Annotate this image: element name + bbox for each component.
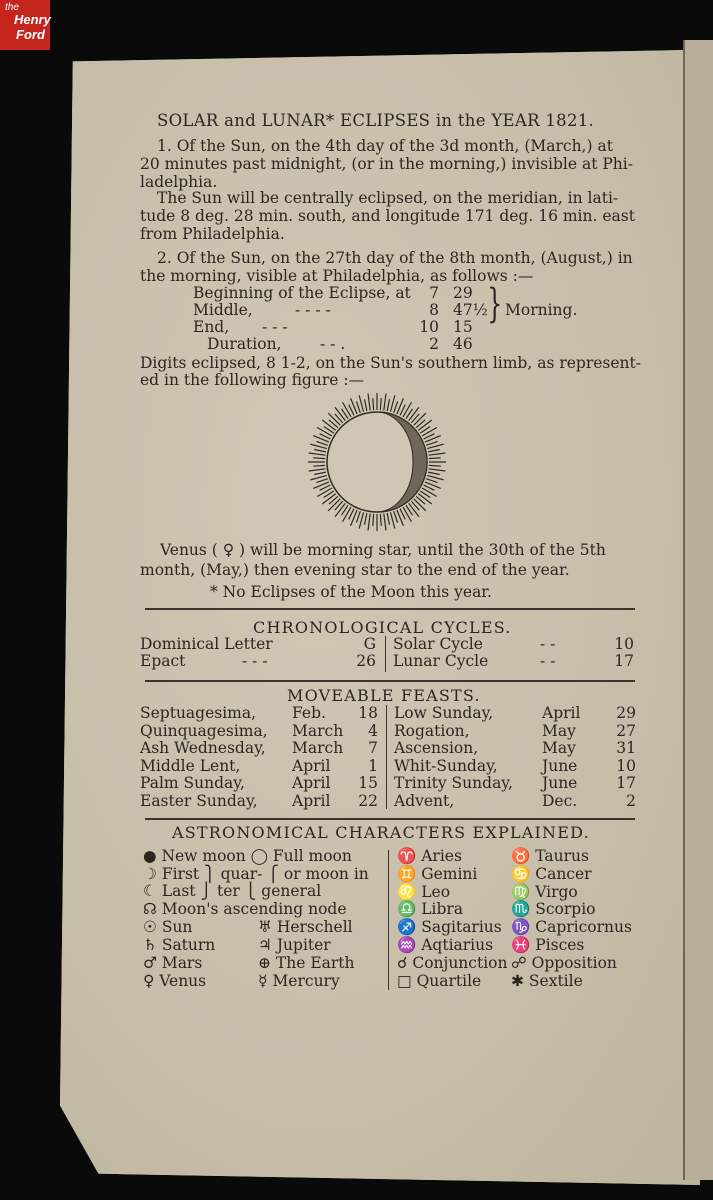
time-label: Middle, [193, 301, 253, 319]
sun-ray [409, 407, 419, 420]
feast-name: Whit-Sunday, [394, 756, 498, 775]
feast-name: Middle Lent, [140, 756, 241, 775]
time-minute: 46 [453, 335, 473, 353]
section-heading: CHRONOLOGICAL CYCLES. [253, 618, 512, 637]
sun-ray [359, 512, 363, 528]
astro-symbol-line: ☽ First ⎫ quar- ⎧ or moon in [143, 865, 369, 883]
cycle-label: Lunar Cycle [393, 652, 489, 670]
zodiac-symbol: ♍ Virgo [511, 882, 578, 901]
logo-text: the [5, 2, 19, 13]
zodiac-symbol: ☌ Conjunction [397, 953, 508, 972]
feast-month: March [292, 739, 344, 757]
sun-ray [356, 401, 360, 412]
feast-name: Ascension, [394, 739, 479, 757]
sun-ray [394, 511, 398, 522]
feast-day: 15 [358, 774, 378, 792]
feast-name: Advent, [394, 791, 455, 810]
eclipse-figure [307, 392, 447, 532]
sun-ray [426, 479, 437, 483]
planet-symbol: ♄ Saturn [143, 936, 216, 954]
feast-day: 7 [368, 739, 378, 757]
cycle-label: Solar Cycle [393, 635, 483, 653]
time-label: Beginning of the Eclipse, at [193, 284, 411, 302]
column-divider [388, 850, 389, 990]
leader-dashes: - - - [262, 318, 288, 336]
sun-ray [418, 420, 431, 430]
time-hour: 7 [429, 284, 439, 302]
planet-symbol: ♅ Herschell [258, 918, 353, 936]
feast-month: April [292, 756, 331, 775]
sun-ray [343, 507, 352, 522]
sun-ray [328, 413, 340, 425]
feast-day: 10 [616, 756, 636, 775]
sun-ray [343, 402, 352, 417]
zodiac-symbol: ☍ Opposition [511, 953, 617, 972]
logo-text: Ford [16, 27, 45, 42]
section-heading: MOVEABLE FEASTS. [287, 686, 481, 705]
zodiac-symbol: ♎ Libra [397, 900, 464, 919]
time-label: End, [193, 318, 230, 336]
sun-ray [356, 511, 360, 522]
sun-ray [390, 395, 394, 411]
eclipse1-line: from Philadelphia. [140, 225, 285, 243]
time-minute: 47½ [453, 301, 488, 319]
feast-day: 22 [358, 791, 378, 810]
feast-month: June [542, 756, 578, 775]
divider [145, 608, 635, 610]
sun-ray [322, 420, 335, 430]
zodiac-symbol: ♉ Taurus [511, 847, 589, 865]
planet-symbol: ♀ Venus [143, 972, 207, 990]
feast-month: April [292, 791, 331, 810]
cycle-value: 17 [614, 652, 634, 670]
zodiac-symbol: ♒ Aqtiarius [397, 936, 494, 954]
sun-ray [429, 465, 441, 466]
digits-line: Digits eclipsed, 8 1-2, on the Sun's southern limb, as represent- [140, 354, 641, 372]
zodiac-symbol: ♌ Leo [397, 882, 451, 901]
sun-ray [313, 465, 325, 466]
sun-ray [310, 444, 326, 448]
sun-ray [403, 507, 412, 522]
feast-day: 1 [368, 756, 378, 775]
eclipse1-line: ladelphia. [140, 173, 218, 191]
sun-ray [427, 444, 443, 448]
feast-name: Palm Sunday, [140, 774, 245, 792]
feast-name: Quinquagesima, [140, 721, 268, 740]
sun-ray [314, 450, 326, 452]
sun-ray [316, 479, 327, 483]
eclipse1-line: tude 8 deg. 28 min. south, and longitude 171 deg. 16 min. east [140, 207, 635, 225]
zodiac-symbol: ♈ Aries [397, 847, 462, 865]
digits-line: ed in the following figure :— [140, 371, 365, 389]
zodiac-symbol: ♓ Pisces [511, 936, 585, 954]
sun-ray [387, 513, 389, 525]
feast-month: June [542, 774, 578, 792]
feast-month: Dec. [542, 791, 578, 810]
cycle-label: Dominical Letter [140, 635, 273, 653]
time-minute: 15 [453, 318, 473, 336]
feast-month: April [292, 774, 331, 792]
cycle-label: Epact [140, 652, 186, 670]
planet-symbol: ⊕ The Earth [258, 954, 355, 972]
sun-ray [310, 475, 326, 479]
sun-ray [429, 453, 446, 455]
planet-symbol: ☿ Mercury [258, 972, 340, 990]
sun-ray [335, 503, 345, 516]
feast-month: March [292, 721, 344, 740]
column-divider [386, 705, 387, 809]
sun-ray [429, 469, 446, 471]
sun-ray [373, 514, 374, 526]
morning-label: Morning. [505, 301, 578, 319]
sun-ray [403, 402, 412, 417]
leader-dashes: - - - - [295, 301, 331, 319]
sun-ray [409, 503, 419, 516]
column-divider [385, 636, 386, 672]
eclipse2-line: 2. Of the Sun, on the 27th day of the 8th month, (August,) in [157, 249, 633, 267]
sun-ray [317, 428, 332, 437]
sun-ray [380, 398, 381, 410]
divider [145, 680, 635, 682]
sun-ray [427, 475, 443, 479]
sun-ray [380, 514, 381, 526]
sun-ray [373, 398, 374, 410]
eclipse2-line: the morning, visible at Philadelphia, as follows :— [140, 267, 534, 285]
sun-ray [414, 499, 426, 511]
feast-day: 2 [626, 791, 636, 810]
sun-ray [359, 395, 363, 411]
zodiac-symbol: □ Quartile [397, 971, 482, 990]
sun-ray [368, 514, 370, 531]
planet-symbol: ☉ Sun [143, 918, 193, 936]
logo-text: Henry [14, 12, 51, 27]
cycle-value: 26 [356, 652, 376, 670]
section-heading: ASTRONOMICAL CHARACTERS EXPLAINED. [172, 823, 590, 842]
sun-ray [422, 488, 437, 497]
feast-day: 18 [358, 704, 378, 722]
feast-name: Low Sunday, [394, 704, 494, 722]
zodiac-symbol: ♏ Scorpio [511, 900, 596, 919]
sun-ray [365, 513, 367, 525]
sun-ray [414, 413, 426, 425]
sun-ray [390, 512, 394, 528]
feast-month: Feb. [292, 704, 326, 722]
sun-ray [387, 399, 389, 411]
cycle-value: 10 [614, 635, 634, 653]
sun-ray [426, 441, 437, 445]
divider [145, 818, 635, 820]
eclipse1-line: 20 minutes past midnight, (or in the morning,) invisible at Phi- [140, 155, 633, 173]
astro-symbol-line: ☾ Last ⎭ ter ⎩ general [143, 882, 322, 900]
feast-day: 31 [616, 739, 636, 757]
sun-ray [317, 488, 332, 497]
leader-dashes: - - [540, 652, 556, 670]
sun-ray [394, 401, 398, 412]
sun-ray [428, 450, 440, 452]
sun-ray [313, 458, 325, 459]
astro-symbol-line: ☊ Moon's ascending node [143, 900, 347, 918]
zodiac-symbol: ♋ Cancer [511, 864, 592, 883]
sun-ray [309, 469, 326, 471]
sun-ray [368, 394, 370, 411]
eclipse1-line: The Sun will be centrally eclipsed, on the meridian, in lati- [157, 189, 619, 207]
time-label: Duration, [207, 335, 282, 353]
feast-month: May [542, 739, 576, 757]
leader-dashes: - - - [242, 652, 268, 670]
zodiac-symbol: ♑ Capricornus [511, 918, 632, 937]
no-eclipse-note: * No Eclipses of the Moon this year. [210, 583, 492, 601]
leader-dashes: - - [540, 635, 556, 653]
sun-ray [429, 458, 441, 459]
cycle-value: G [363, 635, 376, 653]
sun-ray [314, 472, 326, 474]
page-title: SOLAR and LUNAR* ECLIPSES in the YEAR 1821. [157, 111, 595, 130]
feast-day: 17 [616, 774, 636, 792]
sun-ray [418, 494, 431, 504]
sun-ray [365, 399, 367, 411]
feast-day: 29 [616, 704, 636, 722]
time-minute: 29 [453, 284, 473, 302]
feast-month: April [542, 704, 581, 722]
planet-symbol: ♃ Jupiter [258, 936, 331, 954]
brace: } [487, 281, 503, 327]
zodiac-symbol: ♊ Gemini [397, 864, 478, 883]
venus-line: month, (May,) then evening star to the end of the year. [140, 561, 570, 579]
sun-ray [428, 472, 440, 474]
sun-ray [384, 514, 386, 531]
venus-line: Venus ( ♀ ) will be morning star, until the 30th of the 5th [160, 541, 606, 559]
time-hour: 10 [419, 318, 439, 336]
feast-name: Ash Wednesday, [140, 739, 266, 757]
leader-dashes: - - . [320, 335, 346, 353]
sun-ray [335, 407, 345, 420]
feast-day: 4 [368, 721, 378, 740]
eclipse1-line: 1. Of the Sun, on the 4th day of the 3d month, (March,) at [157, 137, 613, 155]
zodiac-symbol: ♐ Sagitarius [397, 918, 502, 937]
feast-day: 27 [616, 721, 636, 740]
sun-ray [422, 428, 437, 437]
time-hour: 2 [429, 335, 439, 353]
time-hour: 8 [429, 301, 439, 319]
feast-month: May [542, 721, 576, 740]
sun-ray [322, 494, 335, 504]
feast-name: Rogation, [394, 721, 470, 740]
sun-ray [328, 499, 340, 511]
feast-name: Easter Sunday, [140, 791, 258, 810]
zodiac-symbol: ✱ Sextile [511, 971, 583, 990]
feast-name: Trinity Sunday, [394, 774, 513, 792]
sun-ray [384, 394, 386, 411]
astro-symbol-line: ● New moon ◯ Full moon [143, 847, 352, 865]
feast-name: Septuagesima, [140, 704, 257, 722]
sun-ray [309, 453, 326, 455]
planet-symbol: ♂ Mars [143, 954, 203, 972]
sun-ray [316, 441, 327, 445]
